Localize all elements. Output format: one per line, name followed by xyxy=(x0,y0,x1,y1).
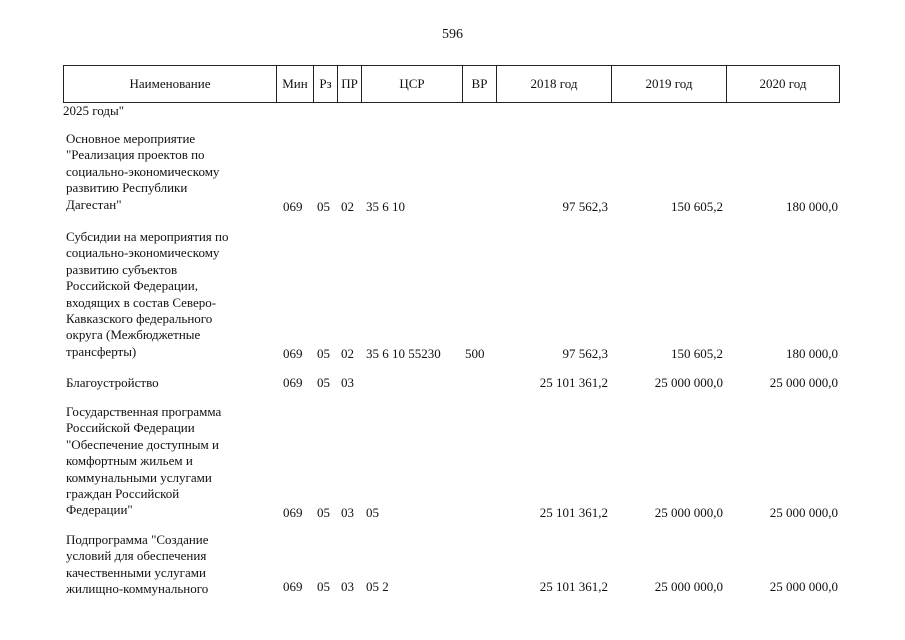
row-2020: 25 000 000,0 xyxy=(769,505,838,520)
row-name: Субсидии на мероприятия по социально-экономическому развитию субъектов Российской Федерации, входящих в состав Северо- Кавказского федерального округа (Межбюджетные трансферты) xyxy=(66,229,229,359)
row-min: 069 xyxy=(283,579,303,594)
row-rz: 05 xyxy=(317,199,330,214)
header-name: Наименование xyxy=(129,76,211,91)
row-2018: 25 101 361,2 xyxy=(539,505,608,520)
row-name: Подпрограмма "Создание условий для обеспечения качественными услугами жилищно-коммунального xyxy=(66,532,209,597)
row-2020: 25 000 000,0 xyxy=(769,375,838,390)
header-2020: 2020 год xyxy=(726,66,839,102)
row-name: Благоустройство xyxy=(66,375,159,390)
row-pr: 03 xyxy=(341,505,354,520)
row-2019: 25 000 000,0 xyxy=(654,505,723,520)
row-name: Основное мероприятие "Реализация проектов по социально-экономическому развитию Республики Дагестан" xyxy=(66,131,220,212)
header-2019: 2019 год xyxy=(611,66,726,102)
row-name: Государственная программа Российской Федерации "Обеспечение доступным и комфортным жильем и коммунальными услугами граждан Российской Федерации" xyxy=(66,404,222,518)
table-header xyxy=(63,65,840,103)
row-2020: 180 000,0 xyxy=(786,199,838,214)
row-rz: 05 xyxy=(317,375,330,390)
row-2019: 150 605,2 xyxy=(671,199,723,214)
page-number: 596 xyxy=(442,27,463,42)
header-rz: Рз xyxy=(313,66,337,102)
row-2019: 25 000 000,0 xyxy=(654,375,723,390)
row-2020: 25 000 000,0 xyxy=(769,579,838,594)
row-pr: 03 xyxy=(341,375,354,390)
row-2018: 25 101 361,2 xyxy=(539,375,608,390)
header-vr: ВР xyxy=(462,66,496,102)
row-2018: 25 101 361,2 xyxy=(539,579,608,594)
row-min: 069 xyxy=(283,199,303,214)
row-pr: 03 xyxy=(341,579,354,594)
header-2018: 2018 год xyxy=(496,66,611,102)
header-csr: ЦСР xyxy=(361,66,462,102)
row-2020: 180 000,0 xyxy=(786,346,838,361)
header-min: Мин xyxy=(276,66,313,102)
header-pr: ПР xyxy=(337,66,361,102)
row-rz: 05 xyxy=(317,346,330,361)
row-pr: 02 xyxy=(341,346,354,361)
row-rz: 05 xyxy=(317,579,330,594)
row-2018: 97 562,3 xyxy=(562,199,608,214)
row-2018: 97 562,3 xyxy=(562,346,608,361)
row-csr: 35 6 10 55230 xyxy=(366,346,441,361)
row-vr: 500 xyxy=(465,346,485,361)
row-min: 069 xyxy=(283,505,303,520)
row-name: 2025 годы" xyxy=(63,103,125,118)
row-pr: 02 xyxy=(341,199,354,214)
row-csr: 05 xyxy=(366,505,379,520)
row-min: 069 xyxy=(283,375,303,390)
row-min: 069 xyxy=(283,346,303,361)
row-rz: 05 xyxy=(317,505,330,520)
row-2019: 150 605,2 xyxy=(671,346,723,361)
row-2019: 25 000 000,0 xyxy=(654,579,723,594)
row-csr: 35 6 10 xyxy=(366,199,405,214)
row-csr: 05 2 xyxy=(366,579,389,594)
